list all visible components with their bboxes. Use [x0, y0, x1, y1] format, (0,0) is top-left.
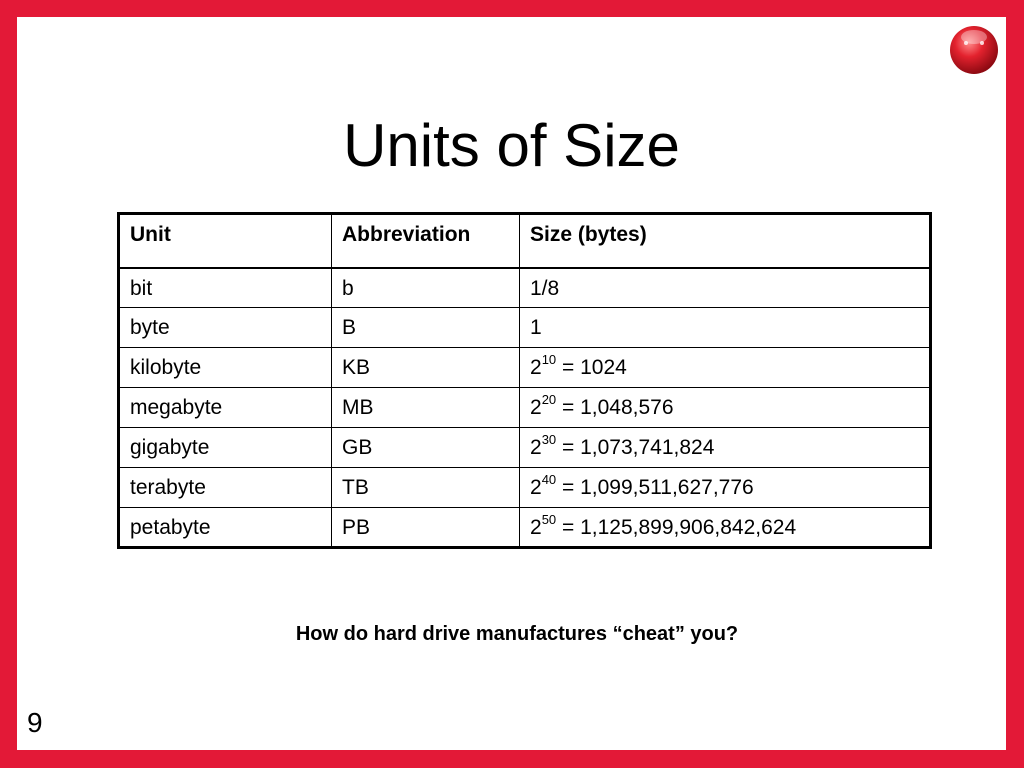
cell-unit: kilobyte — [119, 348, 332, 388]
units-table — [117, 212, 932, 549]
table-header-row — [119, 214, 931, 268]
cell-abbreviation: GB — [332, 428, 520, 468]
size-base: 2 — [530, 396, 542, 419]
cell-abbreviation: PB — [332, 508, 520, 548]
cell-size — [520, 428, 931, 468]
size-exponent: 10 — [541, 352, 557, 367]
size-exponent: 30 — [541, 432, 557, 447]
cell-size: 1 — [520, 308, 931, 348]
size-exponent: 40 — [541, 472, 557, 487]
size-exponent: 20 — [541, 392, 557, 407]
table-row — [119, 428, 931, 468]
table-row — [119, 508, 931, 548]
cell-abbreviation: B — [332, 308, 520, 348]
cell-abbreviation: KB — [332, 348, 520, 388]
size-value: = 1024 — [556, 356, 627, 379]
size-exponent: 50 — [541, 512, 557, 527]
table-row — [119, 468, 931, 508]
size-value: = 1,099,511,627,776 — [556, 476, 754, 499]
page-number: 9 — [27, 707, 43, 738]
cell-unit: terabyte — [119, 468, 332, 508]
cell-size — [520, 388, 931, 428]
table-row — [119, 348, 931, 388]
size-value: = 1,048,576 — [556, 396, 674, 419]
table-row — [119, 308, 931, 348]
cell-abbreviation: MB — [332, 388, 520, 428]
page-title: Units of Size — [343, 112, 680, 179]
question-text: How do hard drive manufactures “cheat” you? — [295, 623, 739, 645]
cell-abbreviation: TB — [332, 468, 520, 508]
column-header-abbreviation: Abbreviation — [332, 214, 520, 268]
cell-unit: petabyte — [119, 508, 332, 548]
size-base: 2 — [530, 356, 542, 379]
cell-abbreviation: b — [332, 268, 520, 308]
cell-unit: byte — [119, 308, 332, 348]
cell-unit: bit — [119, 268, 332, 308]
table-row — [119, 268, 931, 308]
size-base: 2 — [530, 436, 542, 459]
column-header-unit: Unit — [119, 214, 332, 268]
cell-unit: gigabyte — [119, 428, 332, 468]
size-value: = 1,125,899,906,842,624 — [556, 516, 797, 539]
size-base: 2 — [530, 516, 542, 539]
cell-size — [520, 348, 931, 388]
size-base: 2 — [530, 476, 542, 499]
cell-size — [520, 468, 931, 508]
cell-unit: megabyte — [119, 388, 332, 428]
slide — [17, 17, 1006, 750]
column-header-size: Size (bytes) — [520, 214, 931, 268]
table-row — [119, 388, 931, 428]
red-ball-icon — [948, 24, 1000, 76]
cell-size: 1/8 — [520, 268, 931, 308]
size-value: = 1,073,741,824 — [556, 436, 715, 459]
cell-size — [520, 508, 931, 548]
